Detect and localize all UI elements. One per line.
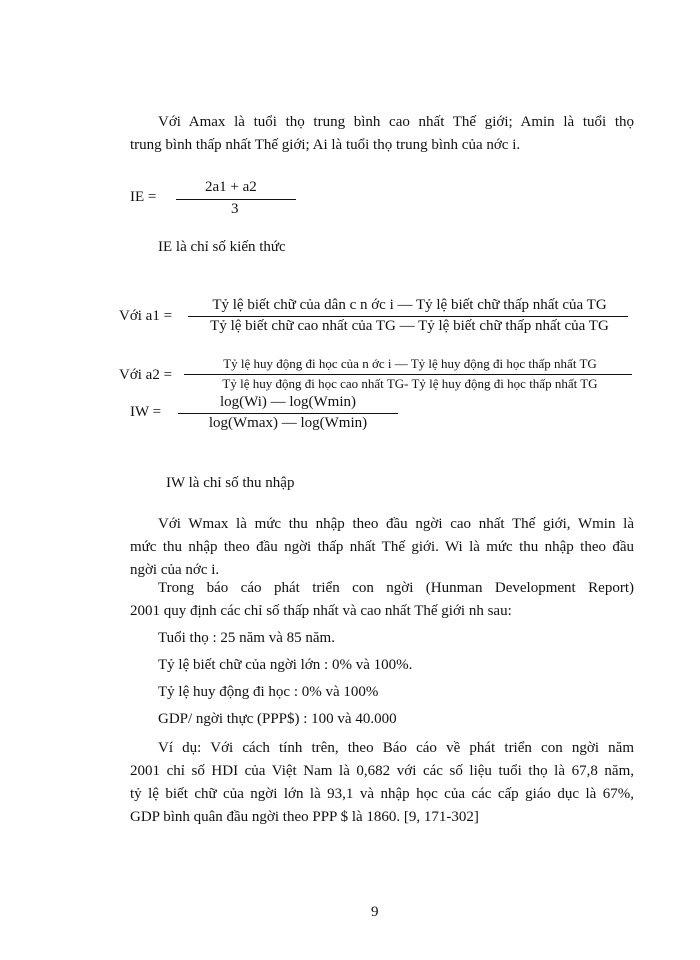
a2-fraction-bar bbox=[184, 374, 632, 375]
p3-line-3: tỷ lệ biết chữ của ngời lớn là 93,1 và nhập học của các cấp giáo dục là 67%, bbox=[130, 786, 634, 802]
iw-label: IW = bbox=[130, 404, 162, 420]
p2-line-1: Trong báo cáo phát triển con ngời (Hunman Development Report) bbox=[158, 580, 634, 596]
ie-label: IE = bbox=[130, 189, 157, 205]
list-item-gdp: GDP/ ngời thực (PPP$) : 100 và 40.000 bbox=[158, 711, 397, 727]
intro-line-2: trung bình thấp nhất Thế giới; Ai là tuổi thọ trung bình của nớc i. bbox=[130, 137, 521, 153]
iw-fraction-bar bbox=[178, 413, 398, 414]
a1-label: Với a1 = bbox=[119, 308, 173, 324]
p1-line-1: Với Wmax là mức thu nhập theo đầu ngời cao nhất Thế giới, Wmin là bbox=[158, 516, 634, 532]
intro-line-1: Với Amax là tuổi thọ trung bình cao nhất Thế giới; Amin là tuổi thọ bbox=[158, 114, 634, 130]
list-item-enrollment: Tỷ lệ huy động đi học : 0% và 100% bbox=[158, 684, 379, 700]
iw-denominator: log(Wmax) — log(Wmin) bbox=[208, 415, 368, 431]
ie-fraction-bar bbox=[176, 199, 296, 200]
p3-line-2: 2001 chỉ số HDI của Việt Nam là 0,682 với các số liệu tuổi thọ là 67,8 năm, bbox=[130, 763, 634, 779]
p1-line-3: ngời của nớc i. bbox=[130, 562, 220, 578]
list-item-literacy: Tỷ lệ biết chữ của ngời lớn : 0% và 100%. bbox=[158, 657, 413, 673]
a2-label: Với a2 = bbox=[119, 367, 173, 383]
a1-fraction-bar bbox=[188, 316, 628, 317]
page-number: 9 bbox=[371, 904, 379, 920]
iw-caption: IW là chỉ số thu nhập bbox=[166, 475, 295, 491]
a2-numerator: Tỷ lệ huy động đi học của n ớc i — Tỷ lệ huy động đi học thấp nhất TG bbox=[223, 356, 597, 371]
p1-line-2: mức thu nhập theo đầu ngời thấp nhất Thế giới. Wi là mức thu nhập theo đầu bbox=[130, 539, 634, 555]
ie-denominator: 3 bbox=[231, 201, 239, 217]
p2-line-2: 2001 quy định các chỉ số thấp nhất và cao nhất Thế giới nh sau: bbox=[130, 603, 512, 619]
ie-caption: IE là chỉ số kiến thức bbox=[158, 239, 286, 255]
p3-line-1: Ví dụ: Với cách tính trên, theo Báo cáo về phát triển con ngời năm bbox=[158, 740, 634, 756]
ie-numerator: 2a1 + a2 bbox=[205, 179, 257, 195]
a2-denominator: Tỷ lệ huy động đi học cao nhất TG- Tỷ lệ huy động đi học thấp nhất TG bbox=[222, 376, 598, 391]
list-item-life-expectancy: Tuổi thọ : 25 năm và 85 năm. bbox=[158, 630, 335, 646]
a1-denominator: Tỷ lệ biết chữ cao nhất của TG — Tỷ lệ biết chữ thấp nhất của TG bbox=[210, 318, 609, 334]
a1-numerator: Tỷ lệ biết chữ của dân c n ớc i — Tỷ lệ biết chữ thấp nhất của TG bbox=[212, 297, 607, 313]
iw-numerator: log(Wi) — log(Wmin) bbox=[219, 394, 357, 410]
p3-line-4: GDP bình quân đầu ngời theo PPP $ là 1860. [9, 171-302] bbox=[130, 809, 479, 825]
